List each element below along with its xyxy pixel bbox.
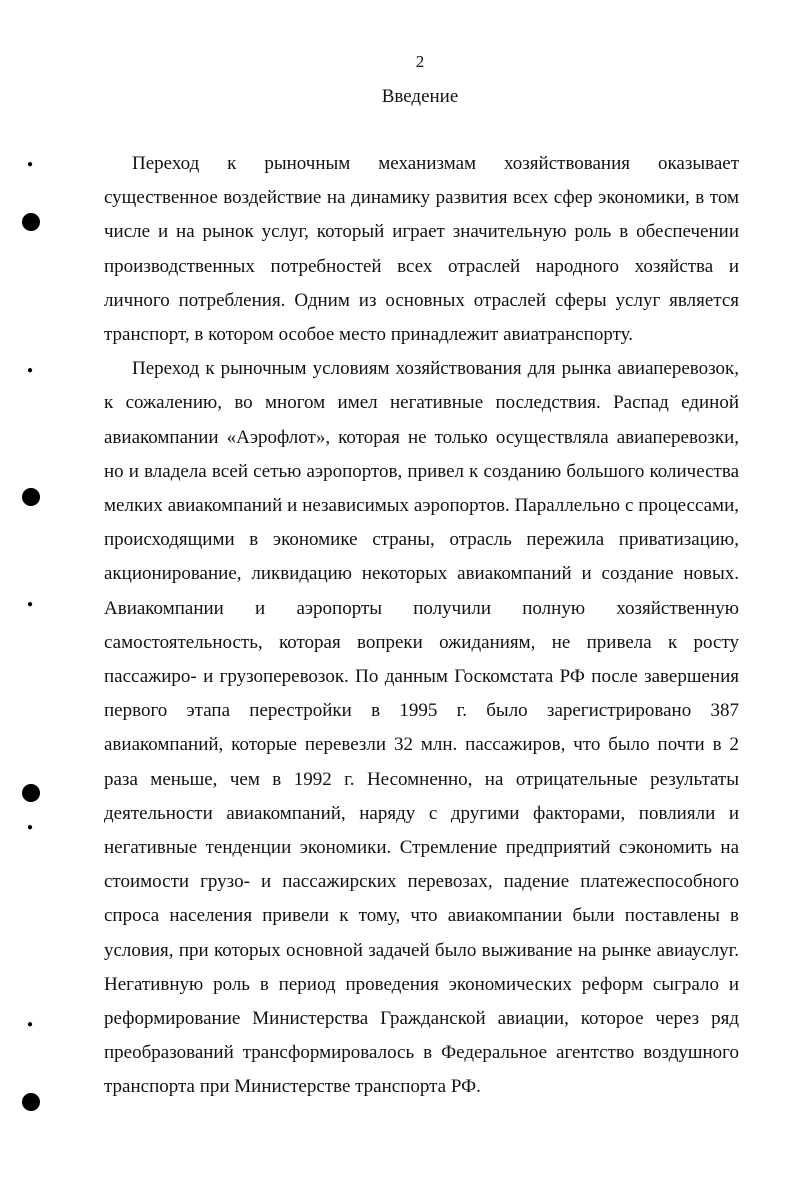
scan-speck: ● (27, 365, 34, 376)
page-number: 2 (415, 52, 425, 71)
scan-speck: ● (27, 159, 34, 170)
scan-speck: ● (27, 599, 34, 610)
paragraph-1: Переход к рыночным механизмам хозяйствования оказывает существенное воздействие на динамику развития всех сфер экономики, в том числе и на рынок услуг, который играет значительную роль в обеспечении производственных потребностей всех отраслей народного хозяйства и личного потребления. Одним из основных отраслей сферы услуг является транспорт, в котором особое место принадлежит авиатранспорту. (104, 153, 739, 346)
body-text (104, 147, 739, 1105)
punch-hole (22, 213, 40, 231)
punch-hole (22, 784, 40, 802)
scan-speck: ● (27, 1019, 34, 1030)
page-title: Введение (381, 86, 459, 107)
punch-hole (22, 488, 40, 506)
paragraph-2: Переход к рыночным условиям хозяйствования для рынка авиаперевозок, к сожалению, во многом имел негативные последствия. Распад единой авиакомпании «Аэрофлот», которая не только осуществляла авиаперевозки, но и владела всей сетью аэропортов, привел к созданию большого количества мелких авиакомпаний и независимых аэропортов. Параллельно с процессами, происходящими в экономике страны, отрасль пережила приватизацию, акционирование, ликвидацию некоторых авиакомпаний и создание новых. Авиакомпании и аэропорты получили полную хозяйственную самостоятельность, которая вопреки ожиданиям, не привела к росту пассажиро- и грузоперевозок. По данным Госкомстата РФ после завершения первого этапа перестройки в 1995 г. было зарегистрировано 387 авиакомпаний, которые перевезли 32 млн. пассажиров, что было почти в 2 раза меньше, чем в 1992 г. Несомненно, на отрицательные результаты деятельности авиакомпаний, наряду с другими факторами, повлияли и негативные тенденции экономики. Стремление предприятий сэкономить на стоимости грузо- и пассажирских перевозах, падение платежеспособного спроса населения привели к тому, что авиакомпании были поставлены в условия, при которых основной задачей было выживание на рынке авиауслуг. Негативную роль в период проведения экономических реформ сыграло и реформирование Министерства Гражданской авиации, которое через ряд преобразований трансформировалось в Федеральное агентство воздушного транспорта при Министерстве транспорта РФ. (104, 358, 739, 1098)
punch-hole (22, 1093, 40, 1111)
scan-speck: ● (27, 822, 34, 833)
